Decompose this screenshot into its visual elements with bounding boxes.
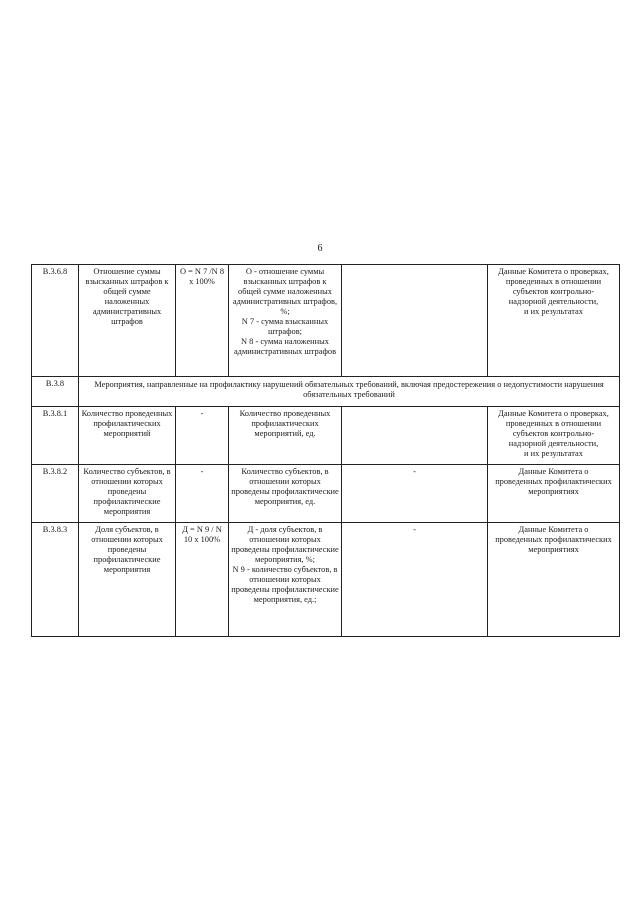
row-code: В.3.8.2 [32, 465, 79, 523]
page-number: 6 [317, 243, 323, 254]
definition-line: Д - доля субъектов, в отношении которых проведены профилактические мероприятия, %; [231, 525, 339, 564]
indicator-formula: - [176, 465, 229, 523]
indicator-source [488, 407, 620, 465]
indicator-name: Количество проведенных профилактических мероприятий [79, 407, 176, 465]
indicator-formula: Д = N 9 / N 10 x 100% [176, 523, 229, 637]
indicator-definition [229, 265, 342, 377]
indicator-extra [342, 265, 488, 377]
indicator-extra: - [342, 465, 488, 523]
source-line: Данные Комитета о [518, 467, 589, 476]
source-line: надзорной деятельности, [508, 439, 599, 448]
source-line: проведенных в отношении [505, 419, 602, 428]
indicator-name: Количество субъектов, в отношении которых проведены профилактические мероприятия [79, 465, 176, 523]
table-row [32, 407, 620, 465]
indicator-extra: - [342, 523, 488, 637]
row-code: В.3.6.8 [32, 265, 79, 377]
indicator-source [488, 265, 620, 377]
definition-line: О - отношение суммы взысканных штрафов к общей сумме наложенных административных штрафов, %; [232, 267, 338, 316]
definition-line: Количество субъектов, в отношении которых проведены профилактические мероприятия, ед. [231, 467, 339, 506]
indicator-definition [229, 407, 342, 465]
table-row [32, 465, 620, 523]
source-line: надзорной деятельности, [508, 297, 599, 306]
indicator-definition [229, 523, 342, 637]
table-row [32, 265, 620, 377]
indicator-name: Доля субъектов, в отношении которых проведены профилактические мероприятия [79, 523, 176, 637]
source-line: мероприятиях [528, 487, 579, 496]
indicators-table [31, 264, 620, 637]
source-line: субъектов контрольно- [512, 287, 595, 296]
indicator-extra [342, 407, 488, 465]
source-line: Данные Комитета о проверках, [498, 267, 609, 276]
source-line: субъектов контрольно- [512, 429, 595, 438]
source-line: и их результатах [524, 307, 583, 316]
row-code: В.3.8 [32, 377, 79, 407]
indicator-source [488, 465, 620, 523]
source-line: проведенных в отношении [505, 277, 602, 286]
source-line: мероприятиях [528, 545, 579, 554]
definition-line: N 8 - сумма наложенных административных штрафов [233, 337, 337, 356]
table-section-row [32, 377, 620, 407]
indicator-name: Отношение суммы взысканных штрафов к общей сумме наложенных административных штрафов [79, 265, 176, 377]
indicator-source [488, 523, 620, 637]
definition-line: N 7 - сумма взысканных штрафов; [241, 317, 329, 336]
definition-line: N 9 - количество субъектов, в отношении которых проведены профилактические мероприятия, ед.; [231, 565, 339, 604]
definition-line: Количество проведенных профилактических мероприятий, ед. [239, 409, 331, 438]
indicator-definition [229, 465, 342, 523]
indicator-formula: - [176, 407, 229, 465]
source-line: и их результатах [524, 449, 583, 458]
source-line: Данные Комитета о проверках, [498, 409, 609, 418]
table-row [32, 523, 620, 637]
source-line: проведенных профилактических [495, 535, 612, 544]
row-code: В.3.8.3 [32, 523, 79, 637]
indicator-formula: О = N 7 /N 8 x 100% [176, 265, 229, 377]
row-code: В.3.8.1 [32, 407, 79, 465]
section-title: Мероприятия, направленные на профилактику нарушений обязательных требований, включая предостережения о недопустимости нарушения обязательных требований [79, 377, 620, 407]
source-line: проведенных профилактических [495, 477, 612, 486]
source-line: Данные Комитета о [518, 525, 589, 534]
